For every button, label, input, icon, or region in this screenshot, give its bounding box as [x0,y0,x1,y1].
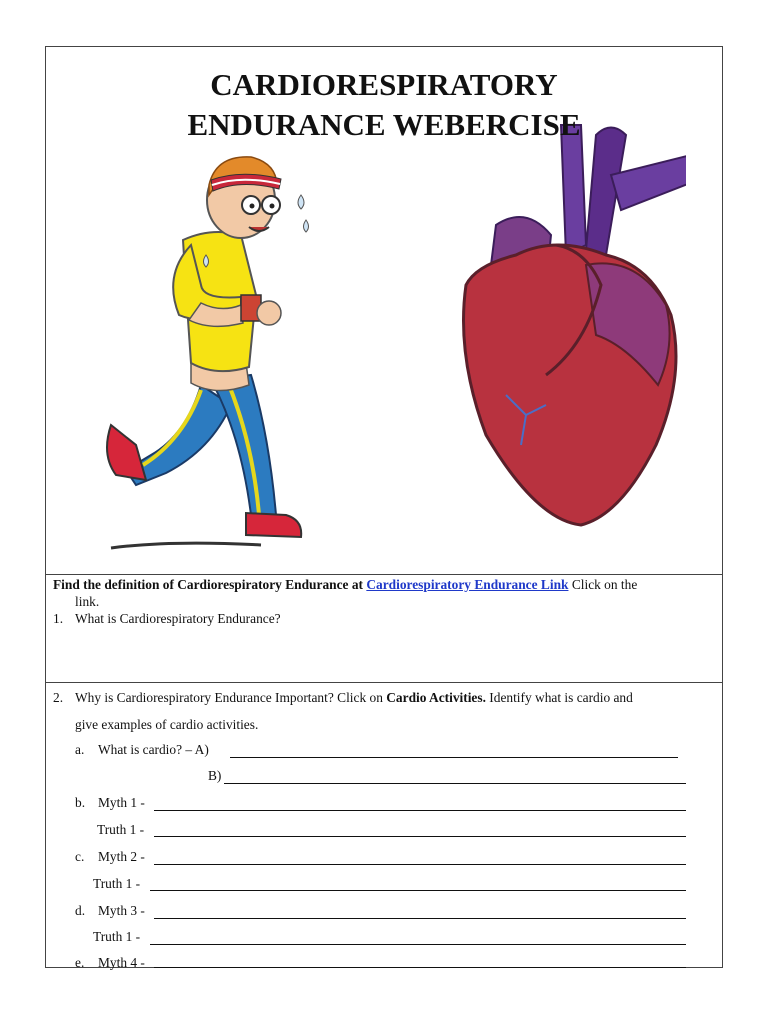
q2-text-line-2: give examples of cardio activities. [75,717,259,732]
q2-pre-text: Why is Cardiorespiratory Endurance Important? Click on [75,690,383,705]
item-d-truth: Truth 1 - [93,929,141,944]
answer-line-c-myth[interactable] [154,864,686,865]
anatomical-heart-icon [436,115,686,535]
answer-line-e-myth[interactable] [154,967,686,968]
q2-text [75,690,633,706]
page-title-line-1: CARDIORESPIRATORY [210,67,558,102]
item-a-b-label: B) [208,768,222,783]
q2-number: 2. [53,690,64,705]
section-importance [46,683,722,970]
intro-after-link: Click on the [571,577,638,592]
cardio-activities-label: Cardio Activities. [386,690,486,705]
answer-line-b-truth[interactable] [154,836,686,837]
item-a-text: What is cardio? – A) [98,742,209,757]
answer-line-a2[interactable] [224,783,686,784]
page-title-line-2: ENDURANCE WEBERCISE [187,107,581,142]
q1-text: What is Cardiorespiratory Endurance? [75,611,281,626]
answer-line-d-myth[interactable] [154,918,686,919]
q2-post-text: Identify what is cardio and [489,690,633,705]
cartoon-runner-icon [91,135,321,563]
section-definition [46,575,722,683]
intro-line [53,577,637,593]
cardio-endurance-link[interactable]: Cardiorespiratory Endurance Link [366,577,569,592]
item-d-myth: Myth 3 - [98,903,145,918]
item-b-myth: Myth 1 - [98,795,145,810]
answer-line-a1[interactable] [230,757,678,758]
item-e-myth: Myth 4 - [98,955,145,970]
item-b-label: b. [75,795,86,810]
item-e-label: e. [75,955,85,970]
item-c-myth: Myth 2 - [98,849,145,864]
q1-number: 1. [53,611,64,626]
answer-line-b-myth[interactable] [154,810,686,811]
intro-bold-text: Find the definition of Cardiorespiratory Endurance at [53,577,363,592]
item-c-label: c. [75,849,85,864]
answer-line-c-truth[interactable] [150,890,686,891]
intro-link-word: link. [75,594,100,609]
item-b-truth: Truth 1 - [97,822,145,837]
header-panel [46,47,722,575]
item-d-label: d. [75,903,86,918]
item-a-label: a. [75,742,85,757]
item-c-truth: Truth 1 - [93,876,141,891]
answer-line-d-truth[interactable] [150,944,686,945]
worksheet-page [45,46,723,968]
